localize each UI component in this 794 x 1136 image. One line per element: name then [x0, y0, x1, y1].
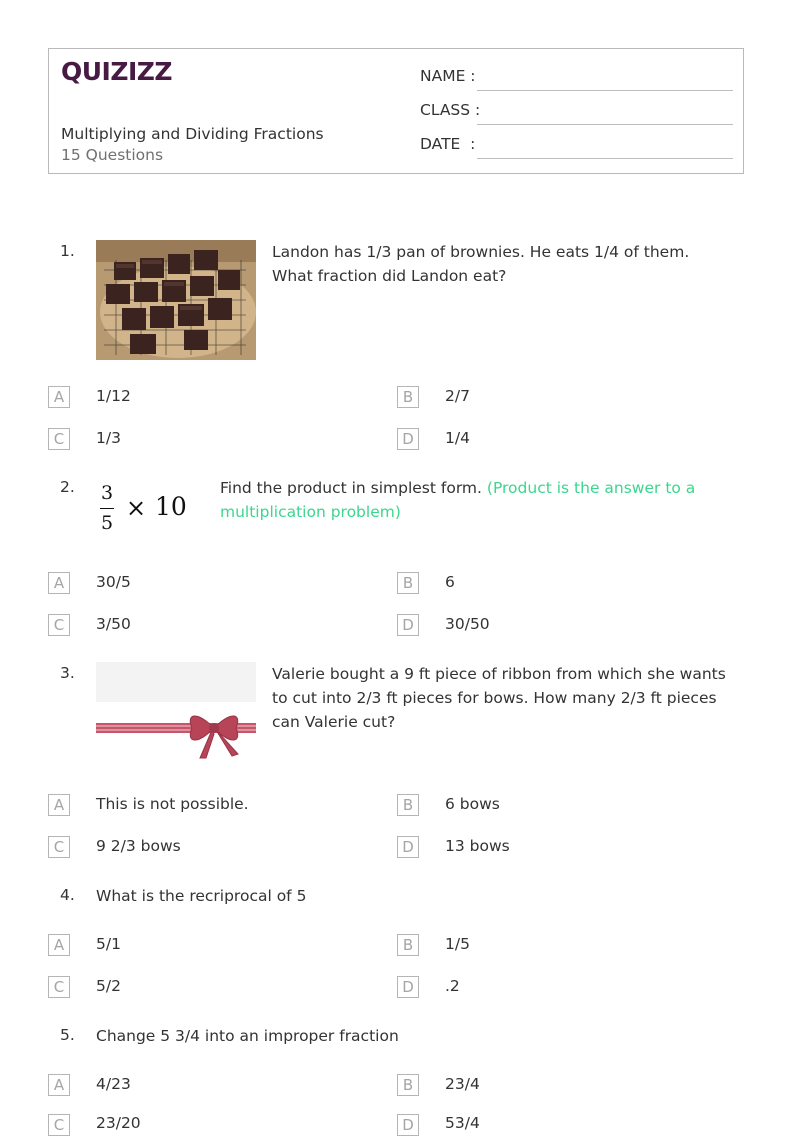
question-text: Change 5 3/4 into an improper fraction	[96, 1027, 399, 1045]
option-a-box[interactable]: A	[48, 934, 70, 956]
name-label: NAME :	[420, 67, 476, 85]
brownies-photo	[96, 240, 256, 360]
question-number: 1.	[60, 242, 75, 260]
option-c-text: 23/20	[96, 1114, 141, 1132]
option-a-box[interactable]: A	[48, 1074, 70, 1096]
option-c-text: 9 2/3 bows	[96, 837, 181, 855]
fraction-bar	[100, 508, 114, 509]
option-c-box[interactable]: C	[48, 428, 70, 450]
option-b-text: 6 bows	[445, 795, 500, 813]
multiply-operator: ×	[126, 494, 147, 522]
class-field[interactable]	[420, 101, 733, 125]
date-field[interactable]	[420, 135, 733, 159]
class-line[interactable]	[477, 124, 733, 125]
option-a-text: 1/12	[96, 387, 131, 405]
option-d-box[interactable]: D	[397, 428, 419, 450]
math-expression	[100, 482, 200, 538]
option-c-text: 1/3	[96, 429, 121, 447]
option-a-text: 4/23	[96, 1075, 131, 1093]
question-number: 2.	[60, 478, 75, 496]
question-prompt: Find the product in simplest form.	[220, 479, 482, 497]
question-number: 5.	[60, 1026, 75, 1044]
option-b-box[interactable]: B	[397, 794, 419, 816]
option-d-text: 53/4	[445, 1114, 480, 1132]
option-d-box[interactable]: D	[397, 1114, 419, 1136]
option-b-box[interactable]: B	[397, 572, 419, 594]
option-d-box[interactable]: D	[397, 836, 419, 858]
question-text: What is the recriprocal of 5	[96, 887, 307, 905]
option-a-text: 30/5	[96, 573, 131, 591]
option-a-box[interactable]: A	[48, 794, 70, 816]
option-b-box[interactable]: B	[397, 934, 419, 956]
name-line[interactable]	[477, 90, 733, 91]
option-b-box[interactable]: B	[397, 386, 419, 408]
fraction-denominator: 5	[100, 512, 114, 534]
question-number: 3.	[60, 664, 75, 682]
question-number: 4.	[60, 886, 75, 904]
option-b-text: 23/4	[445, 1075, 480, 1093]
option-b-text: 1/5	[445, 935, 470, 953]
option-d-box[interactable]: D	[397, 976, 419, 998]
class-label: CLASS :	[420, 101, 481, 119]
date-line[interactable]	[477, 158, 733, 159]
option-d-text: 1/4	[445, 429, 470, 447]
ribbon-bow-photo	[96, 662, 256, 770]
question-count: 15 Questions	[61, 146, 164, 164]
option-b-text: 6	[445, 573, 455, 591]
worksheet-header	[48, 48, 744, 174]
option-b-text: 2/7	[445, 387, 470, 405]
date-label: DATE :	[420, 135, 476, 153]
operand: 10	[155, 492, 187, 521]
option-d-text: .2	[445, 977, 460, 995]
option-c-text: 3/50	[96, 615, 131, 633]
option-d-text: 13 bows	[445, 837, 510, 855]
option-a-text: 5/1	[96, 935, 121, 953]
worksheet-title: Multiplying and Dividing Fractions	[61, 125, 324, 143]
option-a-box[interactable]: A	[48, 572, 70, 594]
option-a-text: This is not possible.	[96, 795, 249, 813]
question-text: Valerie bought a 9 ft piece of ribbon from which she wants to cut into 2/3 ft pieces for bows. How many 2/3 ft pieces can Valerie cut?	[272, 665, 726, 731]
option-a-box[interactable]: A	[48, 386, 70, 408]
question-text: Landon has 1/3 pan of brownies. He eats 1/4 of them. What fraction did Landon eat?	[272, 243, 690, 285]
option-c-box[interactable]: C	[48, 836, 70, 858]
name-field[interactable]	[420, 67, 733, 91]
option-c-box[interactable]: C	[48, 976, 70, 998]
option-b-box[interactable]: B	[397, 1074, 419, 1096]
question-hint: (Product is the answer to a multiplication problem)	[220, 479, 696, 521]
fraction-numerator: 3	[100, 482, 114, 504]
question-text	[220, 476, 720, 524]
option-d-text: 30/50	[445, 615, 490, 633]
option-d-box[interactable]: D	[397, 614, 419, 636]
option-c-box[interactable]: C	[48, 1114, 70, 1136]
quizizz-logo: QUIZIZZ	[61, 57, 173, 86]
option-c-box[interactable]: C	[48, 614, 70, 636]
option-c-text: 5/2	[96, 977, 121, 995]
